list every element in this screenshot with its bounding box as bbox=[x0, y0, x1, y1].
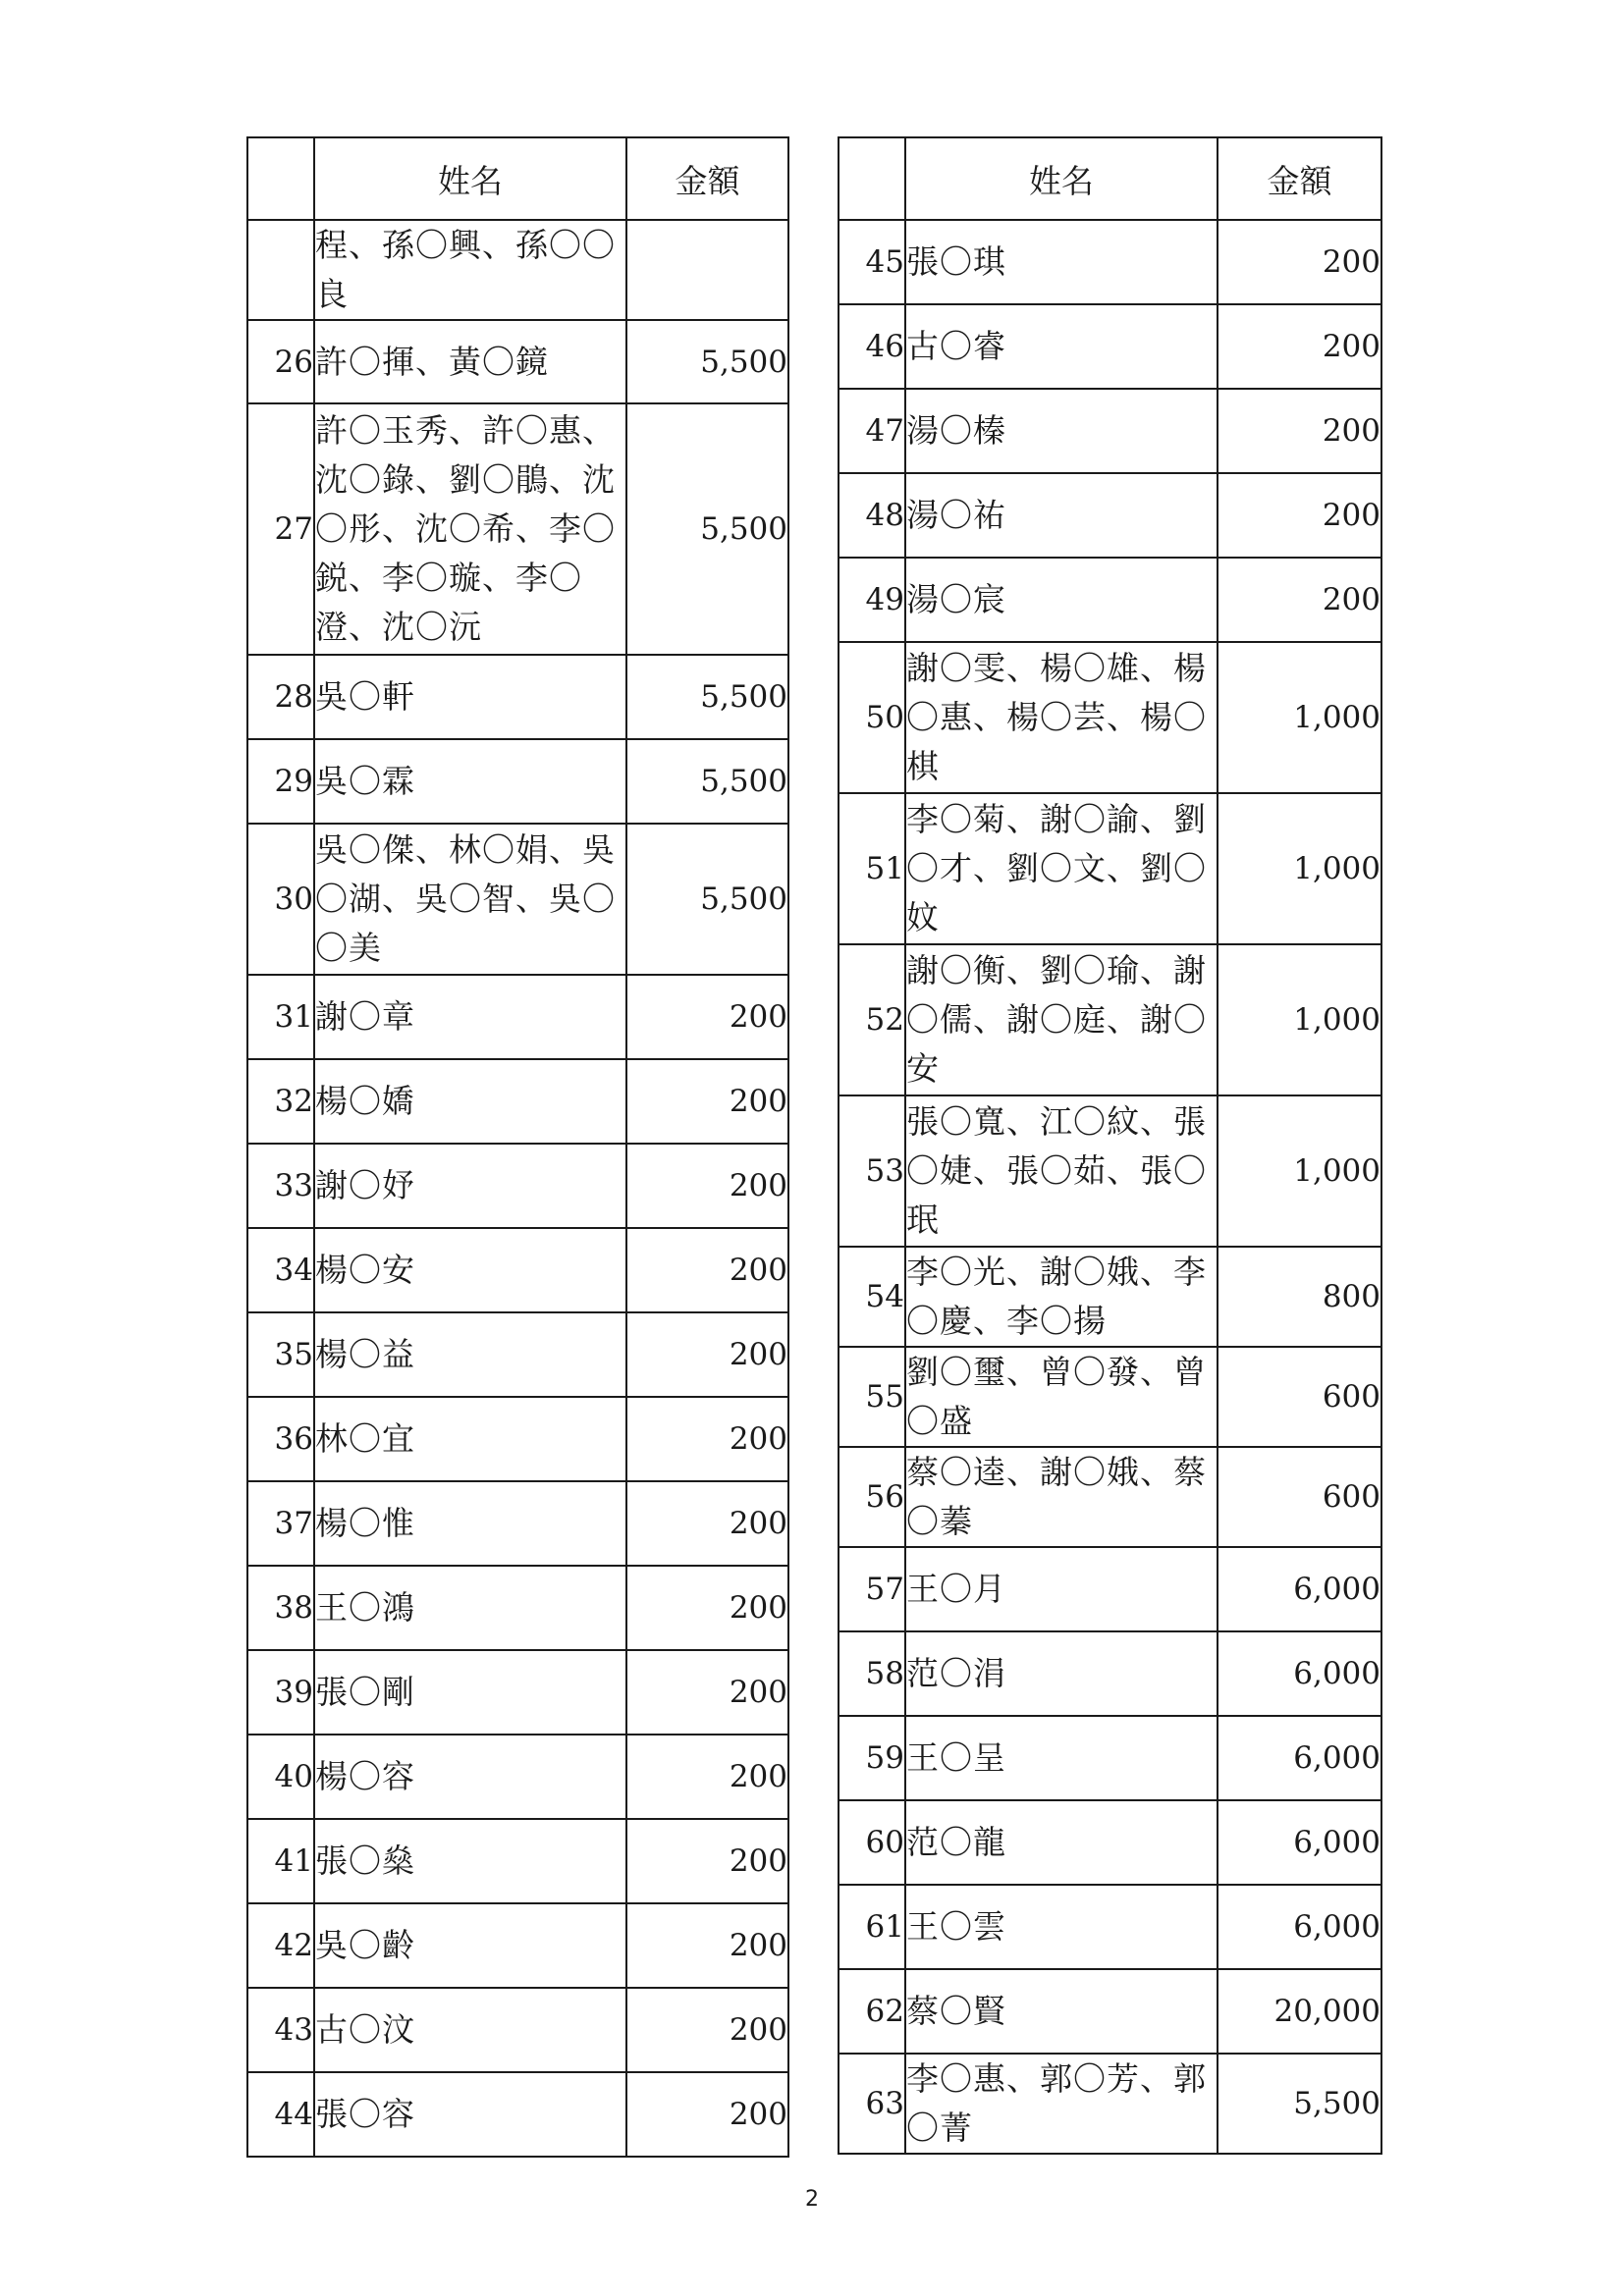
row-number: 41 bbox=[247, 1819, 314, 1903]
header-name: 姓名 bbox=[314, 137, 626, 220]
donor-names: 范〇涓 bbox=[905, 1631, 1218, 1716]
header-amount: 金額 bbox=[1218, 137, 1381, 220]
row-number: 52 bbox=[839, 944, 905, 1095]
donation-amount: 6,000 bbox=[1218, 1800, 1381, 1885]
donation-amount: 20,000 bbox=[1218, 1969, 1381, 2054]
donation-amount: 200 bbox=[626, 2072, 788, 2157]
donor-names: 王〇鴻 bbox=[314, 1566, 626, 1650]
table-row bbox=[247, 1735, 788, 1819]
donor-names: 王〇雲 bbox=[905, 1885, 1218, 1969]
table-row bbox=[839, 642, 1381, 793]
donation-amount: 200 bbox=[626, 1228, 788, 1312]
donor-names: 楊〇惟 bbox=[314, 1481, 626, 1566]
row-number bbox=[247, 220, 314, 320]
row-number: 42 bbox=[247, 1903, 314, 1988]
donor-names: 吳〇霖 bbox=[314, 739, 626, 824]
donation-amount: 1,000 bbox=[1218, 642, 1381, 793]
donation-amount: 200 bbox=[626, 1650, 788, 1735]
donor-names: 古〇睿 bbox=[905, 304, 1218, 389]
donation-amount: 5,500 bbox=[626, 824, 788, 975]
header-index bbox=[247, 137, 314, 220]
donation-amount: 200 bbox=[1218, 304, 1381, 389]
table-row bbox=[839, 2054, 1381, 2154]
table-row bbox=[839, 1095, 1381, 1247]
header-amount: 金額 bbox=[626, 137, 788, 220]
donation-amount bbox=[626, 220, 788, 320]
row-number: 45 bbox=[839, 220, 905, 304]
row-number: 50 bbox=[839, 642, 905, 793]
donor-names: 古〇汶 bbox=[314, 1988, 626, 2072]
header-index bbox=[839, 137, 905, 220]
row-number: 26 bbox=[247, 320, 314, 403]
donor-names: 李〇菊、謝〇諭、劉〇才、劉〇文、劉〇妏 bbox=[905, 793, 1218, 944]
row-number: 55 bbox=[839, 1347, 905, 1447]
donor-names: 王〇呈 bbox=[905, 1716, 1218, 1800]
table-row bbox=[839, 1447, 1381, 1547]
donation-amount: 200 bbox=[626, 1735, 788, 1819]
donation-amount: 200 bbox=[626, 1059, 788, 1144]
row-number: 33 bbox=[247, 1144, 314, 1228]
donation-amount: 1,000 bbox=[1218, 793, 1381, 944]
table-row bbox=[247, 1397, 788, 1481]
row-number: 63 bbox=[839, 2054, 905, 2154]
row-number: 44 bbox=[247, 2072, 314, 2157]
donor-names: 湯〇宸 bbox=[905, 558, 1218, 642]
table-row bbox=[839, 1247, 1381, 1347]
donation-amount: 200 bbox=[1218, 389, 1381, 473]
donation-amount: 6,000 bbox=[1218, 1885, 1381, 1969]
donor-names: 吳〇軒 bbox=[314, 655, 626, 739]
donor-names: 謝〇章 bbox=[314, 975, 626, 1059]
table-row bbox=[839, 389, 1381, 473]
donor-names: 張〇寬、江〇紋、張〇婕、張〇茹、張〇珉 bbox=[905, 1095, 1218, 1247]
table-row bbox=[247, 2072, 788, 2157]
table-row bbox=[839, 1631, 1381, 1716]
table-row bbox=[247, 403, 788, 655]
row-number: 34 bbox=[247, 1228, 314, 1312]
donation-amount: 5,500 bbox=[626, 739, 788, 824]
table-header-row bbox=[247, 137, 788, 220]
donor-names: 楊〇容 bbox=[314, 1735, 626, 1819]
table-row bbox=[247, 1312, 788, 1397]
donation-amount: 200 bbox=[626, 1903, 788, 1988]
table-row bbox=[247, 1819, 788, 1903]
row-number: 36 bbox=[247, 1397, 314, 1481]
row-number: 47 bbox=[839, 389, 905, 473]
table-header-row bbox=[839, 137, 1381, 220]
row-number: 32 bbox=[247, 1059, 314, 1144]
row-number: 51 bbox=[839, 793, 905, 944]
donor-names: 楊〇嬌 bbox=[314, 1059, 626, 1144]
donation-amount: 1,000 bbox=[1218, 944, 1381, 1095]
row-number: 31 bbox=[247, 975, 314, 1059]
donation-amount: 200 bbox=[1218, 558, 1381, 642]
row-number: 62 bbox=[839, 1969, 905, 2054]
donor-names: 王〇月 bbox=[905, 1547, 1218, 1631]
donation-amount: 200 bbox=[626, 1312, 788, 1397]
donor-names: 許〇玉秀、許〇惠、沈〇錄、劉〇鵑、沈〇彤、沈〇希、李〇鋭、李〇璇、李〇澄、沈〇沅 bbox=[314, 403, 626, 655]
row-number: 58 bbox=[839, 1631, 905, 1716]
donation-amount: 200 bbox=[1218, 220, 1381, 304]
table-row bbox=[839, 1885, 1381, 1969]
donor-names: 蔡〇逵、謝〇娥、蔡〇蓁 bbox=[905, 1447, 1218, 1547]
donation-amount: 5,500 bbox=[626, 320, 788, 403]
row-number: 28 bbox=[247, 655, 314, 739]
donor-names: 張〇琪 bbox=[905, 220, 1218, 304]
donor-names: 張〇燊 bbox=[314, 1819, 626, 1903]
donor-names: 湯〇祐 bbox=[905, 473, 1218, 558]
table-row bbox=[247, 1650, 788, 1735]
row-number: 53 bbox=[839, 1095, 905, 1247]
donation-amount: 6,000 bbox=[1218, 1716, 1381, 1800]
table-row bbox=[839, 220, 1381, 304]
donation-amount: 6,000 bbox=[1218, 1631, 1381, 1716]
donor-names: 張〇容 bbox=[314, 2072, 626, 2157]
row-number: 61 bbox=[839, 1885, 905, 1969]
row-number: 59 bbox=[839, 1716, 905, 1800]
donor-names: 李〇惠、郭〇芳、郭〇菁 bbox=[905, 2054, 1218, 2154]
row-number: 49 bbox=[839, 558, 905, 642]
donation-amount: 200 bbox=[626, 975, 788, 1059]
donation-amount: 200 bbox=[626, 1988, 788, 2072]
row-number: 30 bbox=[247, 824, 314, 975]
table-row bbox=[839, 793, 1381, 944]
donation-amount: 200 bbox=[626, 1144, 788, 1228]
row-number: 46 bbox=[839, 304, 905, 389]
donor-names: 許〇揮、黃〇鏡 bbox=[314, 320, 626, 403]
donation-amount: 200 bbox=[1218, 473, 1381, 558]
donation-amount: 5,500 bbox=[1218, 2054, 1381, 2154]
row-number: 35 bbox=[247, 1312, 314, 1397]
row-number: 40 bbox=[247, 1735, 314, 1819]
table-row bbox=[839, 1800, 1381, 1885]
row-number: 43 bbox=[247, 1988, 314, 2072]
table-row bbox=[247, 824, 788, 975]
row-number: 54 bbox=[839, 1247, 905, 1347]
donation-amount: 600 bbox=[1218, 1347, 1381, 1447]
donation-amount: 600 bbox=[1218, 1447, 1381, 1547]
donation-amount: 5,500 bbox=[626, 655, 788, 739]
donor-names: 林〇宜 bbox=[314, 1397, 626, 1481]
donor-names: 蔡〇賢 bbox=[905, 1969, 1218, 2054]
row-number: 56 bbox=[839, 1447, 905, 1547]
donor-table-right bbox=[838, 136, 1382, 2155]
row-number: 39 bbox=[247, 1650, 314, 1735]
row-number: 27 bbox=[247, 403, 314, 655]
table-row bbox=[839, 1547, 1381, 1631]
table-row bbox=[839, 304, 1381, 389]
table-row bbox=[247, 220, 788, 320]
table-row bbox=[247, 1481, 788, 1566]
table-row bbox=[247, 1228, 788, 1312]
header-name: 姓名 bbox=[905, 137, 1218, 220]
donor-names: 湯〇榛 bbox=[905, 389, 1218, 473]
donation-amount: 200 bbox=[626, 1397, 788, 1481]
table-row bbox=[247, 320, 788, 403]
donation-amount: 200 bbox=[626, 1481, 788, 1566]
donor-names: 吳〇傑、林〇娟、吳〇湖、吳〇智、吳〇〇美 bbox=[314, 824, 626, 975]
donation-amount: 1,000 bbox=[1218, 1095, 1381, 1247]
donor-names: 李〇光、謝〇娥、李〇慶、李〇揚 bbox=[905, 1247, 1218, 1347]
donation-amount: 800 bbox=[1218, 1247, 1381, 1347]
donation-amount: 200 bbox=[626, 1819, 788, 1903]
page-number: 2 bbox=[805, 2187, 819, 2212]
donation-amount: 6,000 bbox=[1218, 1547, 1381, 1631]
table-row bbox=[839, 944, 1381, 1095]
donor-names: 程、孫〇興、孫〇〇良 bbox=[314, 220, 626, 320]
table-row bbox=[247, 1903, 788, 1988]
donor-names: 楊〇益 bbox=[314, 1312, 626, 1397]
table-row bbox=[839, 1969, 1381, 2054]
donation-amount: 5,500 bbox=[626, 403, 788, 655]
row-number: 38 bbox=[247, 1566, 314, 1650]
table-row bbox=[839, 1347, 1381, 1447]
donor-names: 謝〇衡、劉〇瑜、謝〇儒、謝〇庭、謝〇安 bbox=[905, 944, 1218, 1095]
table-row bbox=[839, 1716, 1381, 1800]
donor-names: 謝〇雯、楊〇雄、楊〇惠、楊〇芸、楊〇棋 bbox=[905, 642, 1218, 793]
row-number: 37 bbox=[247, 1481, 314, 1566]
donation-amount: 200 bbox=[626, 1566, 788, 1650]
table-row bbox=[839, 558, 1381, 642]
donor-names: 吳〇齡 bbox=[314, 1903, 626, 1988]
table-row bbox=[247, 1988, 788, 2072]
donor-names: 張〇剛 bbox=[314, 1650, 626, 1735]
donor-names: 范〇龍 bbox=[905, 1800, 1218, 1885]
donor-names: 楊〇安 bbox=[314, 1228, 626, 1312]
donor-table-left bbox=[246, 136, 789, 2158]
row-number: 60 bbox=[839, 1800, 905, 1885]
table-row bbox=[247, 1059, 788, 1144]
table-row bbox=[839, 473, 1381, 558]
table-row bbox=[247, 739, 788, 824]
table-row bbox=[247, 975, 788, 1059]
table-row bbox=[247, 1144, 788, 1228]
donor-names: 謝〇妤 bbox=[314, 1144, 626, 1228]
row-number: 48 bbox=[839, 473, 905, 558]
donor-names: 劉〇璽、曾〇發、曾〇盛 bbox=[905, 1347, 1218, 1447]
row-number: 29 bbox=[247, 739, 314, 824]
table-row bbox=[247, 1566, 788, 1650]
row-number: 57 bbox=[839, 1547, 905, 1631]
table-row bbox=[247, 655, 788, 739]
